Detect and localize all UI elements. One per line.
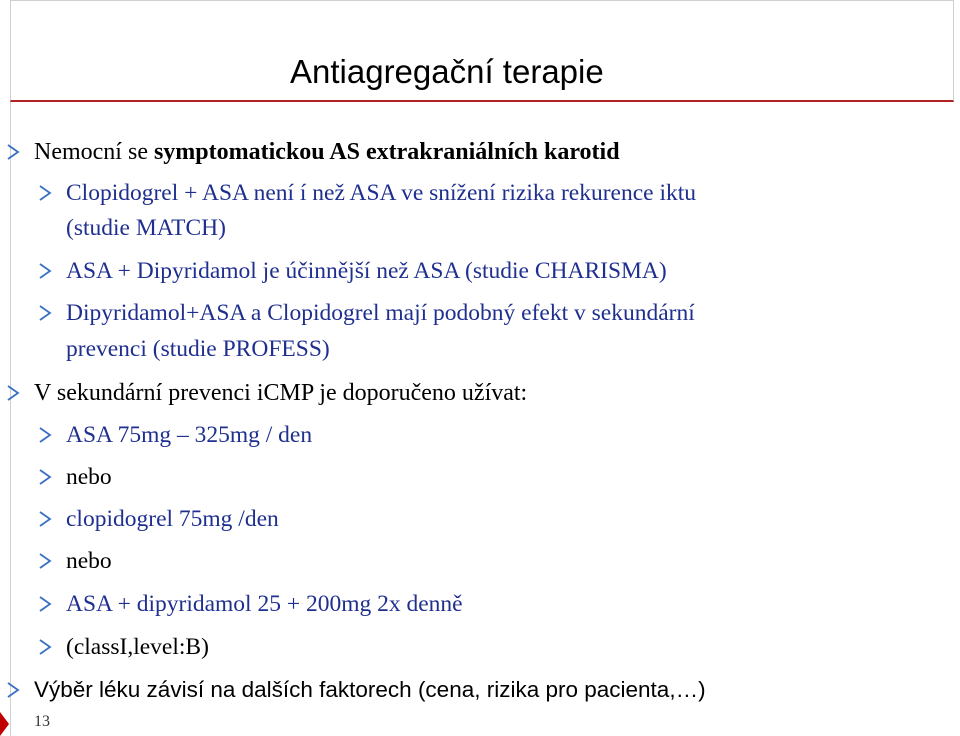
chevron-arrow-icon [38, 552, 52, 570]
bullet-match-cont: (studie MATCH) [66, 215, 226, 241]
bullet-text: clopidogrel 75mg /den [66, 506, 279, 532]
bullet-drug-choice [34, 675, 706, 705]
bullet-profess-cont: prevenci (studie PROFESS) [66, 336, 330, 362]
chevron-arrow-icon [6, 384, 20, 402]
bullet-text: ASA + dipyridamol 25 + 200mg 2x denně [66, 591, 463, 617]
chevron-arrow-icon [38, 595, 52, 613]
chevron-arrow-icon [38, 304, 52, 322]
chevron-arrow-icon [6, 681, 20, 699]
chevron-arrow-icon [38, 262, 52, 280]
bullet-text: ASA + Dipyridamol je účinnější než ASA (studie CHARISMA) [66, 258, 667, 284]
bullet-text: nebo [66, 548, 112, 574]
bullet-charisma [66, 256, 667, 286]
red-corner-marker [0, 712, 9, 736]
bullet-text-bold: symptomatickou AS extrakraniálních karotid [153, 139, 620, 165]
slide-title: Antiagregační terapie [290, 53, 604, 90]
bullet-text: Dipyridamol+ASA a Clopidogrel mají podobný efekt v sekundární [66, 300, 695, 326]
bullet-asa-dipyridamol-dose [66, 589, 463, 619]
bullet-or-1 [66, 462, 112, 492]
bullet-class-level [66, 632, 209, 662]
chevron-arrow-icon [38, 638, 52, 656]
chevron-arrow-icon [38, 510, 52, 528]
bullet-symptomatic-as [34, 137, 620, 167]
bullet-text: (classI,level:B) [66, 634, 209, 660]
chevron-arrow-icon [38, 184, 52, 202]
left-border [10, 102, 11, 736]
bullet-text: V sekundární prevenci iCMP je doporučeno užívat: [34, 380, 528, 406]
bullet-text: Clopidogrel + ASA není í než ASA ve snížení rizika rekurence iktu [66, 180, 697, 206]
bullet-match [66, 178, 696, 208]
bullet-profess [66, 298, 695, 328]
chevron-arrow-icon [38, 426, 52, 444]
bullet-text: ASA 75mg – 325mg / den [66, 422, 313, 448]
chevron-arrow-icon [38, 468, 52, 486]
bullet-clopidogrel-dose [66, 504, 279, 534]
slide-number: 13 [34, 713, 50, 730]
bullet-text: Nemocní se [34, 139, 154, 165]
bullet-text: nebo [66, 464, 112, 490]
bullet-text: Výběr léku závisí na dalších faktorech (cena, rizika pro pacienta,…) [34, 677, 706, 702]
chevron-arrow-icon [6, 143, 20, 161]
bullet-asa-dose [66, 420, 312, 450]
bullet-or-2 [66, 546, 112, 576]
bullet-secondary-prevention [34, 378, 527, 408]
